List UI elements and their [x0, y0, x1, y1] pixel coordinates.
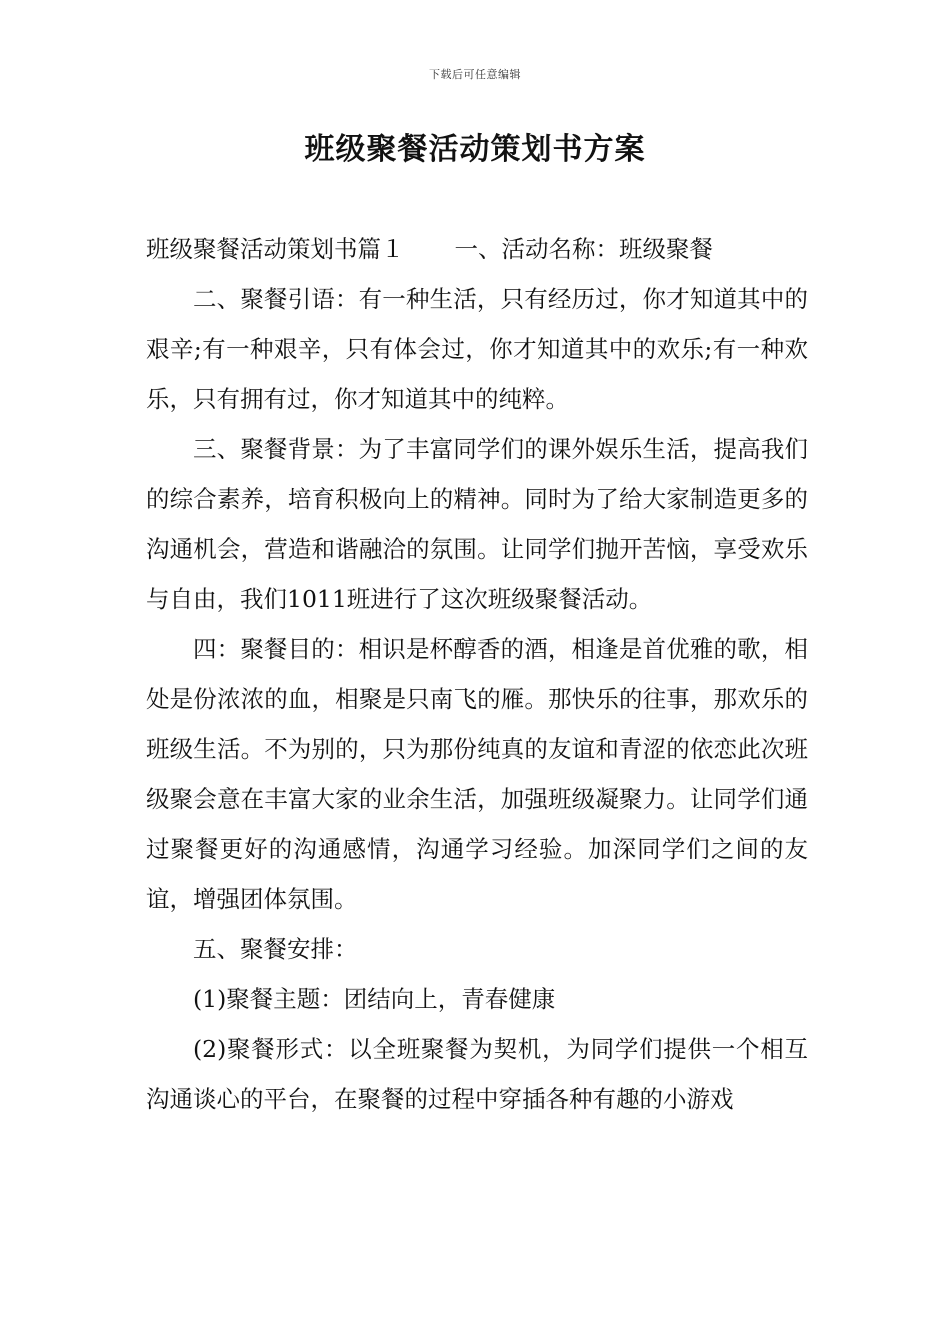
first-line [146, 224, 808, 274]
section-heading: 班级聚餐活动策划书篇１ [146, 235, 405, 263]
activity-name: 一、活动名称：班级聚餐 [454, 235, 713, 263]
paragraph-background: 三、聚餐背景：为了丰富同学们的课外娱乐生活，提高我们的综合素养，培育积极向上的精神。同时为了给大家制造更多的沟通机会，营造和谐融洽的氛围。让同学们抛开苦恼，享受欢乐与自由，我们1011班进行了这次班级聚餐活动。 [146, 435, 808, 613]
header-note: 下载后可任意编辑 [429, 68, 521, 81]
document-title: 班级聚餐活动策划书方案 [304, 132, 646, 167]
document-body [146, 224, 808, 1124]
paragraph-theme: (1)聚餐主题：团结向上，青春健康 [193, 985, 556, 1013]
paragraph-arrangement: 五、聚餐安排： [193, 935, 358, 963]
paragraph-purpose: 四：聚餐目的：相识是杯醇香的酒，相逢是首优雅的歌，相处是份浓浓的血，相聚是只南飞的雁。那快乐的往事，那欢乐的班级生活。不为别的，只为那份纯真的友谊和青涩的依恋此次班级聚会意在丰富大家的业余生活，加强班级凝聚力。让同学们通过聚餐更好的沟通感情，沟通学习经验。加深同学们之间的友谊，增强团体氛围。 [146, 635, 808, 913]
paragraph-intro: 二、聚餐引语：有一种生活，只有经历过，你才知道其中的艰辛;有一种艰辛，只有体会过，你才知道其中的欢乐;有一种欢乐，只有拥有过，你才知道其中的纯粹。 [146, 285, 808, 413]
paragraph-format: (2)聚餐形式：以全班聚餐为契机，为同学们提供一个相互沟通谈心的平台，在聚餐的过程中穿插各种有趣的小游戏 [146, 1035, 808, 1113]
